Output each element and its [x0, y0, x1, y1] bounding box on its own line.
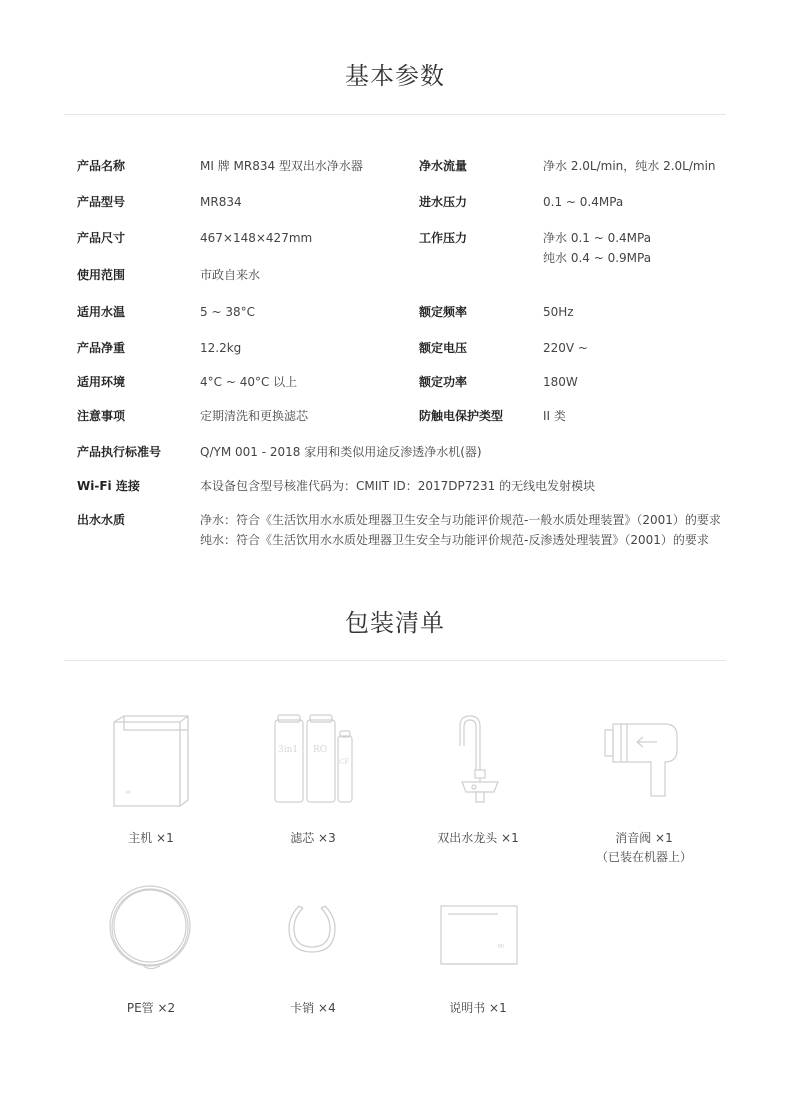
- spec-value-wifi: 本设备包含型号核准代码为：CMIIT ID：2017DP7231 的无线电发射模块: [200, 479, 596, 493]
- spec-value-work-pressure-line1: 净水 0.1 ~ 0.4MPa: [543, 231, 652, 245]
- spec-label-product-name: 产品名称: [77, 159, 126, 173]
- package-item-valve: 消音阀 ×1: [615, 831, 673, 845]
- spec-label-rated-voltage: 额定电压: [419, 341, 468, 355]
- faucet-icon: [450, 712, 510, 808]
- spec-value-flow-rate: 净水 2.0L/min，纯水 2.0L/min: [543, 159, 716, 173]
- spec-value-water-quality-line1: 净水：符合《生活饮用水水质处理器卫生安全与功能评价规范-一般水质处理装置》（2001）的要求: [200, 513, 721, 527]
- spec-label-notes: 注意事项: [77, 409, 126, 423]
- spec-label-environment: 适用环境: [77, 375, 126, 389]
- spec-label-flow-rate: 净水流量: [419, 159, 468, 173]
- spec-value-notes: 定期清洗和更换滤芯: [200, 409, 309, 423]
- spec-value-standard: Q/YM 001 - 2018 家用和类似用途反渗透净水机(器): [200, 445, 482, 459]
- spec-value-product-model: MR834: [200, 195, 242, 209]
- clip-icon: [287, 898, 337, 958]
- spec-value-product-name: MI 牌 MR834 型双出水净水器: [200, 159, 363, 173]
- spec-value-usage-range: 市政自来水: [200, 268, 261, 282]
- spec-value-water-temp: 5 ~ 38°C: [200, 305, 255, 319]
- params-section-title: 基本参数: [345, 62, 445, 90]
- spec-label-usage-range: 使用范围: [77, 268, 126, 282]
- manual-booklet-icon: [438, 900, 522, 970]
- spec-value-net-weight: 12.2kg: [200, 341, 242, 355]
- filter-label-cf: CF: [339, 758, 350, 766]
- purifier-unit-icon: [100, 708, 200, 818]
- spec-label-rated-freq: 额定频率: [419, 305, 468, 319]
- spec-label-water-temp: 适用水温: [77, 305, 126, 319]
- filter-label-ro: RO: [313, 745, 328, 755]
- spec-value-shock-protection: II 类: [543, 409, 566, 423]
- package-item-clip: 卡销 ×4: [290, 1001, 336, 1015]
- spec-label-product-size: 产品尺寸: [77, 231, 126, 245]
- spec-label-rated-power: 额定功率: [419, 375, 468, 389]
- spec-value-product-size: 467×148×427mm: [200, 231, 313, 245]
- package-item-faucet: 双出水龙头 ×1: [437, 831, 519, 845]
- spec-value-rated-freq: 50Hz: [543, 305, 574, 319]
- spec-value-rated-power: 180W: [543, 375, 578, 389]
- manual-logo: MI: [498, 944, 504, 950]
- spec-label-standard: 产品执行标准号: [77, 445, 162, 459]
- spec-label-inlet-pressure: 进水压力: [419, 195, 468, 209]
- purifier-logo: MI: [126, 790, 131, 795]
- spec-value-environment: 4°C ~ 40°C 以上: [200, 375, 298, 389]
- package-section-title: 包装清单: [345, 609, 445, 637]
- spec-label-wifi: Wi-Fi 连接: [77, 479, 140, 493]
- package-divider: [64, 660, 726, 661]
- silencer-valve-icon: [603, 712, 683, 802]
- spec-label-net-weight: 产品净重: [77, 341, 126, 355]
- package-item-main-unit: 主机 ×1: [128, 831, 174, 845]
- filter-cartridges-icon: [270, 712, 360, 808]
- spec-value-work-pressure-line2: 纯水 0.4 ~ 0.9MPa: [543, 251, 652, 265]
- spec-value-water-quality-line2: 纯水：符合《生活饮用水水质处理器卫生安全与功能评价规范-反渗透处理装置》（2001）的要求: [200, 533, 709, 547]
- package-item-pe-tube: PE管 ×2: [126, 1001, 176, 1015]
- filter-label-3in1: 3in1: [278, 745, 299, 755]
- package-item-valve-note: （已装在机器上）: [595, 850, 692, 864]
- spec-value-rated-voltage: 220V ~: [543, 341, 588, 355]
- spec-label-shock-protection: 防触电保护类型: [419, 409, 504, 423]
- spec-label-water-quality: 出水水质: [77, 513, 126, 527]
- spec-label-work-pressure: 工作压力: [419, 231, 468, 245]
- pe-tube-coil-icon: [102, 880, 198, 976]
- spec-label-product-model: 产品型号: [77, 195, 126, 209]
- package-item-filters: 滤芯 ×3: [290, 831, 336, 845]
- spec-value-inlet-pressure: 0.1 ~ 0.4MPa: [543, 195, 624, 209]
- params-divider: [64, 114, 726, 115]
- package-item-manual: 说明书 ×1: [449, 1001, 507, 1015]
